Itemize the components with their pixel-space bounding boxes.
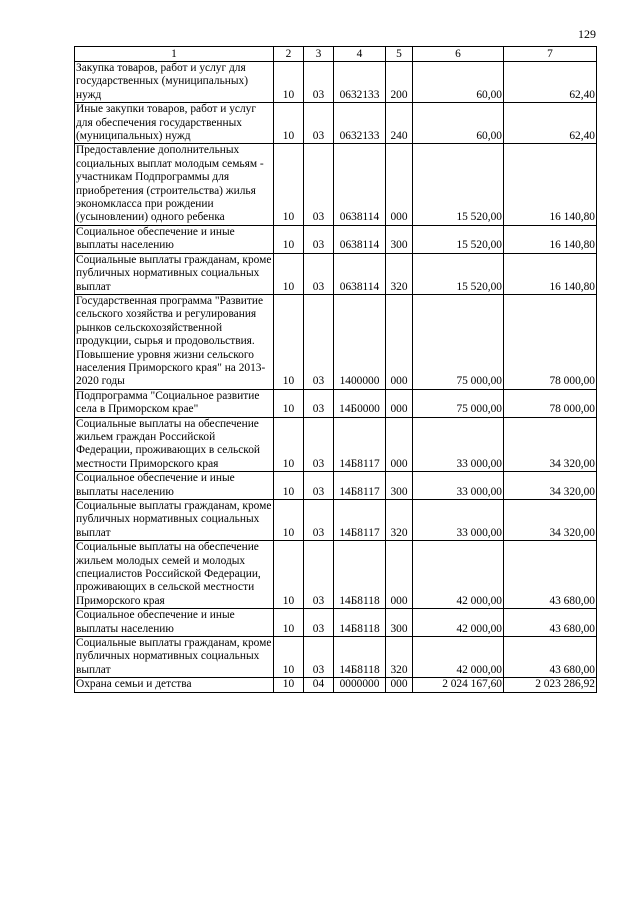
row-name-cell: Социальные выплаты гражданам, кроме публичных нормативных социальных выплат: [75, 253, 274, 294]
amount-year1-cell: 15 520,00: [413, 144, 504, 225]
table-row: [75, 225, 597, 253]
target-article-cell: 14Б8118: [334, 541, 386, 609]
target-article-cell: 14Б8117: [334, 417, 386, 472]
row-name-cell: Подпрограмма "Социальное развитие села в Приморском крае": [75, 389, 274, 417]
row-name-cell: Социальное обеспечение и иные выплаты населению: [75, 225, 274, 253]
subsection-code-cell: 04: [304, 678, 334, 692]
subsection-code-cell: 03: [304, 541, 334, 609]
amount-year2-cell: 43 680,00: [504, 609, 597, 637]
section-code-cell: 10: [274, 500, 304, 541]
table-row: [75, 500, 597, 541]
amount-year1-cell: 33 000,00: [413, 472, 504, 500]
row-name-cell: Социальные выплаты гражданам, кроме публичных нормативных социальных выплат: [75, 500, 274, 541]
amount-year1-cell: 42 000,00: [413, 541, 504, 609]
section-code-cell: 10: [274, 637, 304, 678]
row-name-cell: Охрана семьи и детства: [75, 678, 274, 692]
table-header-row: [75, 47, 597, 62]
amount-year1-cell: 33 000,00: [413, 500, 504, 541]
subsection-code-cell: 03: [304, 500, 334, 541]
table-row: [75, 609, 597, 637]
expense-type-cell: 320: [386, 637, 413, 678]
target-article-cell: 14Б0000: [334, 389, 386, 417]
subsection-code-cell: 03: [304, 103, 334, 144]
table-row: [75, 62, 597, 103]
expense-type-cell: 320: [386, 500, 413, 541]
subsection-code-cell: 03: [304, 144, 334, 225]
amount-year2-cell: 78 000,00: [504, 389, 597, 417]
target-article-cell: 0632133: [334, 62, 386, 103]
row-name-cell: Закупка товаров, работ и услуг для государственных (муниципальных) нужд: [75, 62, 274, 103]
section-code-cell: 10: [274, 541, 304, 609]
target-article-cell: 14Б8117: [334, 472, 386, 500]
section-code-cell: 10: [274, 253, 304, 294]
expense-type-cell: 000: [386, 294, 413, 389]
target-article-cell: 14Б8118: [334, 609, 386, 637]
subsection-code-cell: 03: [304, 62, 334, 103]
section-code-cell: 10: [274, 103, 304, 144]
amount-year1-cell: 75 000,00: [413, 389, 504, 417]
target-article-cell: 0638114: [334, 144, 386, 225]
table-row: [75, 389, 597, 417]
expense-type-cell: 320: [386, 253, 413, 294]
column-header: 1: [75, 47, 274, 62]
section-code-cell: 10: [274, 62, 304, 103]
amount-year2-cell: 43 680,00: [504, 637, 597, 678]
amount-year2-cell: 62,40: [504, 103, 597, 144]
amount-year1-cell: 15 520,00: [413, 253, 504, 294]
row-name-cell: Социальные выплаты на обеспечение жильем молодых семей и молодых специалистов Российской Федерации, проживающих в сельской местности Приморского края: [75, 541, 274, 609]
amount-year2-cell: 34 320,00: [504, 417, 597, 472]
section-code-cell: 10: [274, 294, 304, 389]
row-name-cell: Иные закупки товаров, работ и услуг для обеспечения государственных (муниципальных) нужд: [75, 103, 274, 144]
section-code-cell: 10: [274, 472, 304, 500]
amount-year1-cell: 75 000,00: [413, 294, 504, 389]
subsection-code-cell: 03: [304, 389, 334, 417]
subsection-code-cell: 03: [304, 294, 334, 389]
amount-year1-cell: 33 000,00: [413, 417, 504, 472]
expense-type-cell: 300: [386, 609, 413, 637]
expense-type-cell: 000: [386, 541, 413, 609]
amount-year2-cell: 78 000,00: [504, 294, 597, 389]
table-row: [75, 417, 597, 472]
row-name-cell: Социальные выплаты гражданам, кроме публичных нормативных социальных выплат: [75, 637, 274, 678]
table-row: [75, 253, 597, 294]
column-header: 4: [334, 47, 386, 62]
subsection-code-cell: 03: [304, 417, 334, 472]
row-name-cell: Социальное обеспечение и иные выплаты населению: [75, 609, 274, 637]
amount-year2-cell: 43 680,00: [504, 541, 597, 609]
target-article-cell: 14Б8118: [334, 637, 386, 678]
amount-year1-cell: 42 000,00: [413, 637, 504, 678]
section-code-cell: 10: [274, 417, 304, 472]
amount-year2-cell: 16 140,80: [504, 253, 597, 294]
amount-year2-cell: 34 320,00: [504, 472, 597, 500]
column-header: 5: [386, 47, 413, 62]
subsection-code-cell: 03: [304, 637, 334, 678]
table-row: [75, 144, 597, 225]
target-article-cell: 1400000: [334, 294, 386, 389]
subsection-code-cell: 03: [304, 472, 334, 500]
subsection-code-cell: 03: [304, 609, 334, 637]
target-article-cell: 14Б8117: [334, 500, 386, 541]
table-row: [75, 103, 597, 144]
table-row: [75, 637, 597, 678]
target-article-cell: 0638114: [334, 225, 386, 253]
column-header: 2: [274, 47, 304, 62]
expense-type-cell: 000: [386, 144, 413, 225]
amount-year2-cell: 62,40: [504, 62, 597, 103]
amount-year2-cell: 16 140,80: [504, 144, 597, 225]
row-name-cell: Социальное обеспечение и иные выплаты населению: [75, 472, 274, 500]
column-header: 6: [413, 47, 504, 62]
target-article-cell: 0638114: [334, 253, 386, 294]
section-code-cell: 10: [274, 144, 304, 225]
amount-year1-cell: 2 024 167,60: [413, 678, 504, 692]
section-code-cell: 10: [274, 678, 304, 692]
expense-type-cell: 300: [386, 225, 413, 253]
amount-year1-cell: 60,00: [413, 103, 504, 144]
column-header: 3: [304, 47, 334, 62]
table-row: [75, 472, 597, 500]
table-row: [75, 678, 597, 692]
amount-year2-cell: 2 023 286,92: [504, 678, 597, 692]
section-code-cell: 10: [274, 389, 304, 417]
amount-year2-cell: 34 320,00: [504, 500, 597, 541]
row-name-cell: Социальные выплаты на обеспечение жильем граждан Российской Федерации, проживающих в сельской местности Приморского края: [75, 417, 274, 472]
amount-year1-cell: 42 000,00: [413, 609, 504, 637]
expense-type-cell: 000: [386, 389, 413, 417]
page-number: 129: [578, 27, 596, 41]
amount-year1-cell: 15 520,00: [413, 225, 504, 253]
amount-year2-cell: 16 140,80: [504, 225, 597, 253]
target-article-cell: 0632133: [334, 103, 386, 144]
expense-type-cell: 200: [386, 62, 413, 103]
row-name-cell: Государственная программа "Развитие сельского хозяйства и регулирования рынков сельскохозяйственной продукции, сырья и продовольствия. Повышение уровня жизни сельского населения Приморского края" на 2013-2020 годы: [75, 294, 274, 389]
target-article-cell: 0000000: [334, 678, 386, 692]
table-row: [75, 294, 597, 389]
row-name-cell: Предоставление дополнительных социальных выплат молодым семьям - участникам Подпрограммы для приобретения (строительства) жилья экономкласса при рождении (усыновлении) одного ребенка: [75, 144, 274, 225]
expense-type-cell: 000: [386, 678, 413, 692]
section-code-cell: 10: [274, 609, 304, 637]
subsection-code-cell: 03: [304, 253, 334, 294]
expense-type-cell: 300: [386, 472, 413, 500]
amount-year1-cell: 60,00: [413, 62, 504, 103]
expense-type-cell: 000: [386, 417, 413, 472]
expense-type-cell: 240: [386, 103, 413, 144]
subsection-code-cell: 03: [304, 225, 334, 253]
section-code-cell: 10: [274, 225, 304, 253]
table-row: [75, 541, 597, 609]
column-header: 7: [504, 47, 597, 62]
budget-table: [74, 46, 597, 693]
